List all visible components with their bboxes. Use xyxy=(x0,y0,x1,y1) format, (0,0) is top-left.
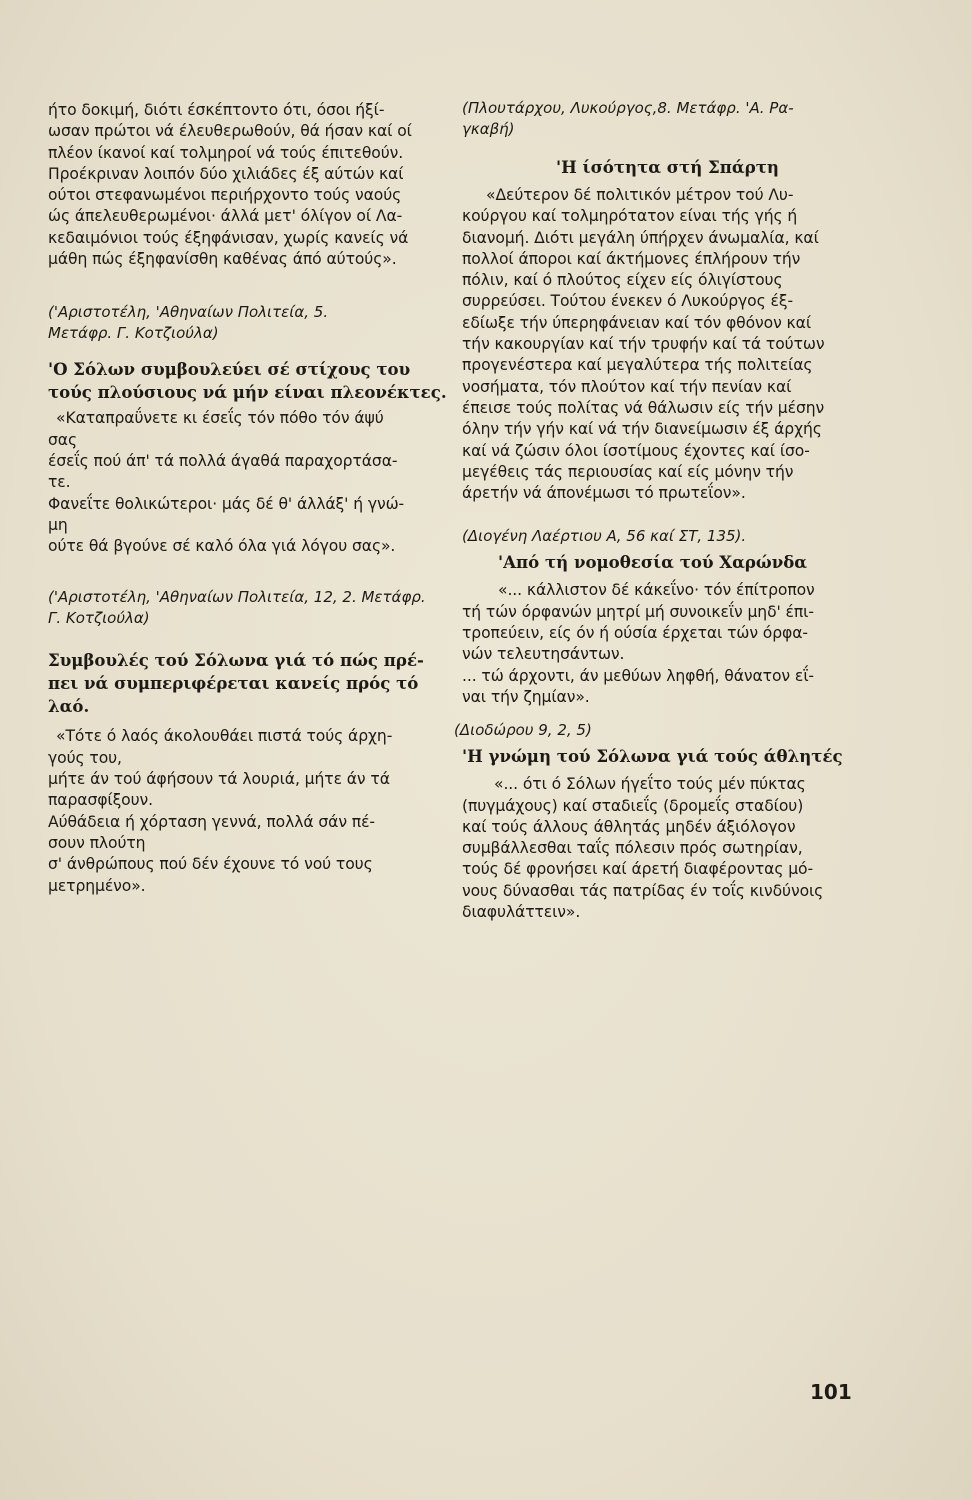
text-line: πολλοί άποροι καί άκτήμονες έπλήρουν τήν xyxy=(462,249,801,268)
text-line: παρασφίξουν. xyxy=(48,791,154,810)
source-citation xyxy=(48,302,443,344)
quote-paragraph xyxy=(462,774,862,923)
section-heading xyxy=(48,649,443,718)
text-line: προγενέστερα καί μεγαλύτερα τής πολιτείας xyxy=(462,356,813,375)
citation-line: γκαβή) xyxy=(462,120,515,138)
text-line: μη xyxy=(48,515,68,534)
poem-quote xyxy=(48,408,443,557)
citation-line: (Διοδώρου 9, 2, 5) xyxy=(454,721,592,740)
citation-line: Μετάφρ. Γ. Κοτζιούλα) xyxy=(48,324,219,343)
citation-line: (Διογένη Λαέρτιου Α, 56 καί ΣΤ, 135). xyxy=(462,527,747,546)
text-line: σας xyxy=(48,430,78,449)
left-column xyxy=(48,100,447,897)
text-line: νους δύνασθαι τάς πατρίδας έν τοΐς κινδύνοις xyxy=(462,881,824,900)
text-line: ήτο δοκιμή, διότι έσκέπτοντο ότι, όσοι ήξί- xyxy=(48,101,385,119)
text-line: Προέκριναν λοιπόν δύο χιλιάδες έξ αύτών καί xyxy=(48,164,404,183)
heading-line: λαό. xyxy=(48,696,90,717)
text-line: μήτε άν τού άφήσουν τά λουριά, μήτε άν τά xyxy=(48,770,390,789)
text-line: νοσήματα, τόν πλούτον καί τήν πενίαν καί xyxy=(462,377,792,396)
heading-line: 'Ο Σόλων συμβουλεύει σέ στίχους του xyxy=(48,359,411,380)
text-line: καί τούς άλλους άθλητάς μηδέν άξιόλογον xyxy=(462,817,796,836)
intro-paragraph xyxy=(48,100,443,270)
section-heading xyxy=(48,358,447,404)
section-heading xyxy=(462,745,862,768)
text-line: συμβάλλεσθαι ταΐς πόλεσιν πρός σωτηρίαν, xyxy=(462,839,803,858)
section-heading xyxy=(462,156,862,179)
right-column xyxy=(454,99,862,923)
source-citation xyxy=(462,526,862,547)
text-line: μάθη πώς έξηφανίσθη καθένας άπό αύτούς». xyxy=(48,250,397,269)
text-line: καί νά ζώσιν όλοι ίσοτίμους έχοντες καί ίσο- xyxy=(462,441,810,460)
text-line: τούς δέ φρονήσει καί άρετή διαφέροντας μό- xyxy=(462,860,814,879)
citation-line: (Πλουτάρχου, Λυκούργος,8. Μετάφρ. 'Α. Ρα- xyxy=(462,99,794,117)
text-line: Αύθάδεια ή χόρταση γεννά, πολλά σάν πέ- xyxy=(48,812,375,831)
page-number: 101 xyxy=(810,1380,852,1404)
citation-line: ('Αριστοτέλη, 'Αθηναίων Πολιτεία, 12, 2. Μετάφρ. xyxy=(48,588,426,607)
text-line: ... τώ άρχοντι, άν μεθύων ληφθή, θάνατον εΐ- xyxy=(462,666,814,685)
text-line: σουν πλούτη xyxy=(48,833,146,852)
text-line: «Καταπραΰνετε κι έσεΐς τόν πόθο τόν άψύ xyxy=(56,409,384,428)
source-citation xyxy=(454,720,862,741)
text-line: Φανεΐτε θολικώτεροι· μάς δέ θ' άλλάξ' ή γνώ- xyxy=(48,494,405,513)
text-line: εδίωξε τήν ύπερηφάνειαν καί τόν φθόνον καί xyxy=(462,313,812,332)
text-line: «Δεύτερον δέ πολιτικόν μέτρον τού Λυ- xyxy=(486,186,794,204)
text-line: κούργου καί τολμηρότατον είναι τής γής ή xyxy=(462,207,798,226)
text-line: (πυγμάχους) καί σταδιεΐς (δρομεΐς σταδίου) xyxy=(462,796,804,815)
text-line: άρετήν νά άπονέμωσι τό πρωτεΐον». xyxy=(462,484,746,503)
text-line: γούς του, xyxy=(48,748,122,767)
quote-paragraph xyxy=(462,580,862,708)
text-line: μεγέθεις τάς περιουσίας καί είς μόνην τήν xyxy=(462,462,794,481)
heading-line: Συμβουλές τού Σόλωνα γιά τό πώς πρέ- xyxy=(48,650,424,671)
text-line: διαφυλάττειν». xyxy=(462,903,581,922)
citation-line: Γ. Κοτζιούλα) xyxy=(48,609,150,628)
text-line: ώς άπελευθερωμένοι· άλλά μετ' όλίγον οί Λα- xyxy=(48,207,403,226)
source-citation xyxy=(462,98,862,140)
text-line: πλέον ίκανοί καί τολμηροί νά τούς έπιτεθούν. xyxy=(48,143,404,162)
heading-line: 'Η ίσότητα στή Σπάρτη xyxy=(556,157,779,177)
heading-line: τούς πλούσιους νά μήν είναι πλεονέκτες. xyxy=(48,382,447,403)
citation-line: ('Αριστοτέλη, 'Αθηναίων Πολιτεία, 5. xyxy=(48,303,329,322)
text-line: «Τότε ό λαός άκολουθάει πιστά τούς άρχη- xyxy=(56,727,393,746)
text-line: ούτε θά βγούνε σέ καλό όλα γιά λόγου σας». xyxy=(48,537,396,556)
heading-line: πει νά συμπεριφέρεται κανείς πρός τό xyxy=(48,673,419,694)
text-line: τε. xyxy=(48,473,71,492)
text-line: «... κάλλιστον δέ κάκεΐνο· τόν έπίτροπον xyxy=(498,581,815,600)
section-heading xyxy=(462,551,862,574)
text-line: πόλιν, καί ό πλούτος είχεν είς όλιγίστους xyxy=(462,271,783,290)
text-line: τήν κακουργίαν καί τήν τρυφήν καί τά τούτων xyxy=(462,335,825,354)
text-line: συρρεύσει. Τούτου ένεκεν ό Λυκούργος έξ- xyxy=(462,292,793,311)
text-line: «... ότι ό Σόλων ήγεΐτο τούς μέν πύκτας xyxy=(494,775,806,794)
text-line: κεδαιμόνιοι τούς έξηφάνισαν, χωρίς κανείς νά xyxy=(48,228,409,247)
heading-line: 'Από τή νομοθεσία τού Χαρώνδα xyxy=(498,552,808,573)
text-line: σ' άνθρώπους πού δέν έχουνε τό νού τους xyxy=(48,855,373,874)
text-line: μετρημένο». xyxy=(48,876,146,895)
quote-paragraph xyxy=(462,185,862,504)
text-line: ωσαν πρώτοι νά έλευθερωθούν, θά ήσαν καί οί xyxy=(48,122,412,141)
text-line: νών τελευτησάντων. xyxy=(462,645,625,664)
source-citation xyxy=(48,587,443,629)
heading-line: 'Η γνώμη τού Σόλωνα γιά τούς άθλητές xyxy=(462,746,843,767)
text-line: όλην τήν γήν καί νά τήν διανείμωσιν έξ άρχής xyxy=(462,420,822,439)
poem-quote xyxy=(48,726,443,896)
text-line: τή τών όρφανών μητρί μή συνοικεΐν μηδ' έπι- xyxy=(462,602,814,621)
text-line: τροπεύειν, είς όν ή ούσία έρχεται τών όρφα- xyxy=(462,624,808,643)
text-line: ούτοι στεφανωμένοι περιήρχοντο τούς ναούς xyxy=(48,186,402,205)
text-line: διανομή. Διότι μεγάλη ύπήρχεν άνωμαλία, καί xyxy=(462,228,819,247)
text-line: έπεισε τούς πολίτας νά θάλωσιν είς τήν μέσην xyxy=(462,398,825,417)
text-line: έσεΐς πού άπ' τά πολλά άγαθά παραχορτάσα- xyxy=(48,451,398,470)
text-line: ναι τήν ζημίαν». xyxy=(462,687,590,706)
